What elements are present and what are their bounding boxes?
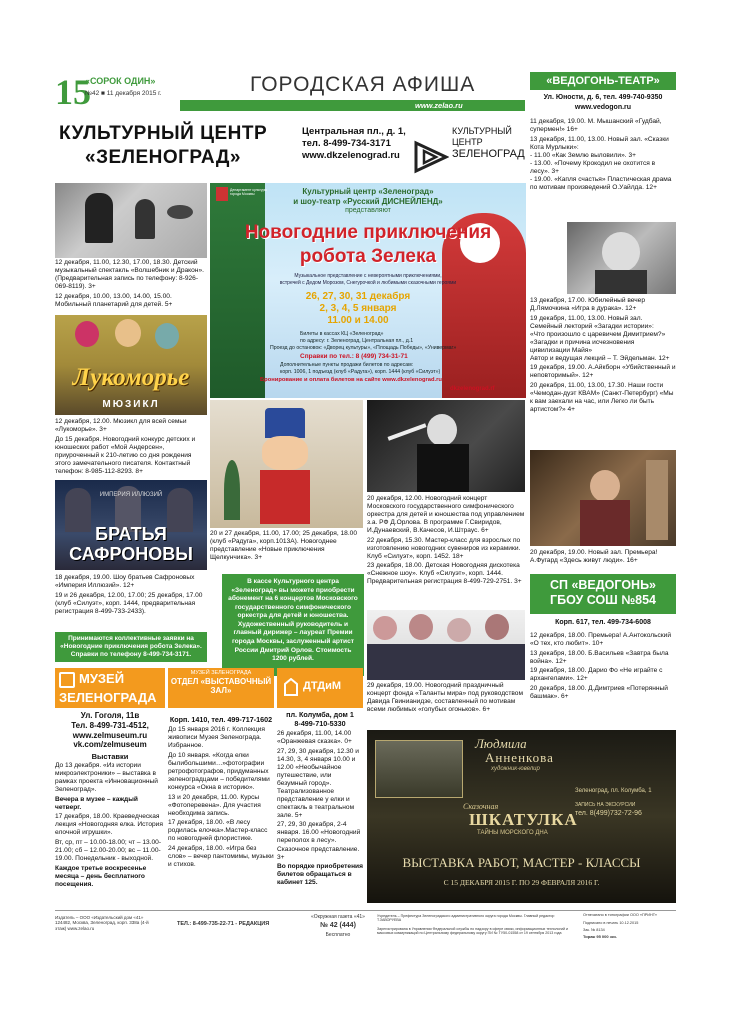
museum-title1: МУЗЕЙ: [79, 671, 125, 686]
banner-addr: по адресу: г. Зеленоград, Центральная пл., д.1: [300, 338, 414, 344]
vz-title-box: [168, 668, 274, 708]
footer-redaction: ТЕЛ.: 8-499-735-22-71 - РЕДАКЦИЯ: [177, 921, 270, 927]
left-text-1: 12 декабря, 11.00, 12.30, 17.00, 18.30. Детский музыкальный спектакль «Волшебник и Дракон». (Предварительная запись по телефону: 8-926-069-8119). 3+ 12 декабря, 10.00, 13.00, 14.00, 15.00. Мобильный планетарий для детей. 5+: [55, 259, 204, 308]
banner-tickets: Билеты в кассах КЦ «Зеленоград»: [300, 331, 384, 337]
banner-desc2: встречей с Дедом Морозом, Снегурочкой и любимыми сказочными героями: [279, 280, 457, 286]
page-header: [55, 72, 525, 118]
footer-founder: Учредитель – Префектура Зеленоградского административного округа города Москвы. Главный редактор Т.ЗАВОРУЕВА: [377, 914, 555, 923]
mid-text-1: 20 и 27 декабря, 11.00, 17.00; 25 декабря, 18.00 (клуб «Радуга», корп.1013А). Новогоднее представление «Новые приключения Щелкунчика». 3+: [210, 530, 357, 562]
vz-text: Корп. 1410, тел. 499-717-1602 До 15 января 2016 г. Коллекция живописи Музея Зеленограда. Избранное. До 10 января. «Когда елки былибольшими…»фотографии ретрофотографов, придуманных зеленоградцами – победителями конкурса «Окна в историю». 13 и 20 декабря, 11.00. Курсы «Фотоперевена». Для участия необходима запись. 17 декабря, 18.00. «В лесу родилась елочка».Мастер-класс по новогодней флористике. 24 декабря, 18.00. «Игра без слов» – вечер пантомимы, музыки и стихов.: [168, 715, 274, 868]
dtdm-text: пл. Колумба, дом 1 8-499-710-5330 26 декабря, 11.00, 14.00 «Оранжевая сказка». 0+ 27, 29, 30 декабря, 12.30 и 14.30, 3, 4 января 10.00 и 12.00 «Необычайное путешествие, или безумный город». Театрализованное представление у елки и спектакль в театральном зале. 5+ 27, 29, 30 декабря, 2-4 января. 16.00 «Новогодний переполох в лесу». Сказочное представление. 3+ Во порядке приобретения билетов обращаться в кабинет 125.: [277, 710, 363, 887]
sp-address: Корп. 617, тел. 499-734-6008: [555, 619, 651, 626]
section-title: ГОРОДСКАЯ АФИША: [250, 73, 476, 96]
kc-logo-text2: ЦЕНТР: [452, 137, 483, 147]
kc-address: Центральная пл., д. 1,: [302, 126, 406, 137]
kc-logo-text1: КУЛЬТУРНЫЙ: [452, 126, 512, 136]
collective-notice: Принимаются коллективные заявки на «Новогодние приключения робота Зелека». Справки по телефону 8-499-734-3171.: [55, 632, 207, 662]
shkatulka-ad: [367, 730, 676, 903]
banner-dept: Департамент культуры города Москвы: [230, 188, 268, 197]
safronovy-poster: [55, 480, 207, 570]
lukomorye-musical: МЮЗИКЛ: [102, 399, 160, 410]
ad-craft: художник-ювелир: [491, 766, 540, 772]
sp-title1: СП «ВЕДОГОНЬ»: [549, 578, 657, 592]
museum-logo-icon: [59, 672, 75, 688]
issue-info: №42 ■ 11 декабря 2015 г.: [85, 90, 162, 97]
vedogon-site[interactable]: www.vedogon.ru: [574, 104, 632, 111]
kc-title-line2: «ЗЕЛЕНОГРАД»: [85, 147, 241, 168]
museum-text: Ул. Гоголя, 11в Тел. 8-499-731-4512, www.zelmuseum.ru vk.com/zelmuseum Выставки До 13 декабря. «Из истории микроэлектроники» – выставка в рамках проекта «Инновационный Зеленоград». Вечера в музее – каждый четверг. 17 декабря, 18.00. Краеведческая лекция «Новогодняя елка. История елочной игрушки». Вт, ср, пт – 10.00-18.00; чт – 13.00-21.00; сб – 12.00-20.00; вс – 11.00-19.00. Понедельник - выходной. Каждое третье воскресенье месяца – день бесплатного посещения.: [55, 711, 163, 888]
banner-title1: Новогодние приключения: [244, 222, 492, 243]
sp-text: 12 декабря, 18.00. Премьера! А.Антокольский «О тех, кто любит». 10+ 13 декабря, 18.00. Б.Васильев «Завтра была война». 12+ 19 декабря, 18.00. Дарио Фо «Не играйте с архангелами». 12+ 20 декабря, 18.00. Д.Димтриев «Потерянный башмак». 6+: [530, 632, 672, 700]
talents-photo: [367, 610, 525, 680]
footer-paper: «Окружная газета «41»: [311, 914, 365, 920]
page-number: 15: [55, 72, 91, 112]
banner-extra2: корп. 1006, 1 подъезд (клуб «Радуга»), корп. 1444 (клуб «Силуэт»): [280, 369, 441, 375]
mid-text-2: 20 декабря, 12.00. Новогодний концерт Московского государственного симфонического оркестра для детей и юношества под управлением з.а. РФ Д.Орлова. В программе Г.Свиридов, И.Дунаевский, В.Качесов, И.Штраус. 6+ 22 декабря, 15.30. Мастер-класс для взрослых по изготовлению новогодних сувениров из керамики. Клуб «Силуэт», корп. 1452. 18+ 23 декабря, 18.00. Детская Новогодняя дискотека «Снежное шоу». Клуб «Силуэт», корп. 1444. Предварительная регистрация 8-499-729-2751. 3+: [367, 495, 525, 586]
dept-logo-icon: [216, 187, 228, 201]
kc-header: [55, 120, 525, 182]
banner-presenter2: и шоу-театр «Русский ДИСНЕЙЛЕНД»: [293, 197, 443, 206]
dtdm-title-box: [277, 668, 363, 708]
banner-dates2: 2, 3, 4, 5 января: [319, 303, 397, 314]
banner-presenter3: представляют: [345, 207, 391, 214]
banner-dates1: 26, 27, 30, 31 декабря: [305, 291, 411, 302]
conductor-photo: [367, 400, 525, 492]
sp-title-box: [530, 574, 676, 614]
banner-times: 11.00 и 14.00: [327, 315, 389, 326]
footer-print: Отпечатано в типографии ООО «ПРИНТ»: [583, 913, 657, 917]
footer-license: Зарегистрирована в Управлении Федеральной службы по надзору в сфере связи, информационных технологий и массовых коммуникаций по Центральному федеральному округу ПИ № ТУ50-01558 от 19 сентября 2013 года: [377, 927, 569, 936]
footer-order: Зак. № 8134: [583, 928, 605, 932]
dragon-show-photo: [55, 183, 207, 258]
kc-logo-icon: [413, 140, 449, 174]
footer-num: № 42 (444): [320, 922, 356, 929]
kc-site[interactable]: www.dkzelenograd.ru: [302, 150, 400, 161]
banner-phone: Справки по тел.: 8 (499) 734-31-71: [300, 353, 408, 360]
vedogon-text-2: 13 декабря, 17.00. Юбилейный вечер Д.Лямочкина «Игра в дурака». 12+ 19 декабря, 11.00, 13.00. Новый зал. Семейный лекторий «Загадки истории»: «Что произошло с царевичем Димитрием?» «Загадки и причина исчезновения цивилизации Майя» Автор и ведущая лекций – Т. Эйдельман. 12+ 19 декабря, 19.00. А.Айкборн «Убийственный и неповторимый». 12+ 20 декабря, 11.00, 13.00, 17.30. Наши гости «Чемодан-дуэт КВАМ» (Санкт-Петербург) «Мы к вам заехали на час, или Легко ли быть артистом?» 4+: [530, 297, 676, 413]
banner-online[interactable]: Бронирование и оплата билетов на сайте www.dkzelenograd.ru: [260, 377, 442, 383]
vz-title1: ОТДЕЛ «ВЫСТАВОЧНЫЙ: [170, 676, 272, 686]
footer: [55, 910, 676, 944]
ad-shk-pre: Сказочная: [463, 802, 499, 811]
footer-free: Бесплатно: [325, 932, 351, 938]
banner-title2: робота Зелека: [299, 246, 437, 267]
ad-name2: Анненкова: [485, 750, 554, 765]
paper-name: «СОРОК ОДИН»: [85, 76, 156, 86]
website-link[interactable]: www.zelao.ru: [415, 101, 463, 110]
header-bar: [180, 100, 525, 111]
banner-presenter1: Культурный центр «Зеленоград»: [302, 187, 434, 196]
banner-site2[interactable]: dkzelenograd.rf: [450, 386, 495, 392]
safronovy-title1: БРАТЬЯ: [95, 524, 167, 544]
kc-phone: тел. 8-499-734-3171: [302, 138, 391, 149]
footer-sign: Подписано в печать 10.12.2015: [583, 921, 639, 925]
nutcracker-photo: [210, 400, 363, 528]
banner-extra1: Дополнительные пункты продажи билетов по адресам:: [280, 362, 414, 368]
dtdm-logo: ДТДиМ: [303, 680, 342, 692]
vedogon-title: «ВЕДОГОНЬ-ТЕАТР»: [530, 72, 676, 90]
ad-shk-sub: ТАЙНЫ МОРСКОГО ДНА: [477, 830, 548, 836]
vz-top: МУЗЕЙ ЗЕЛЕНОГРАДА: [190, 670, 252, 676]
sp-title2: ГБОУ СОШ №854: [550, 593, 656, 608]
ad-phone: тел. 8(499)732-72-96: [575, 810, 642, 817]
museum-title-box: [55, 668, 165, 708]
vedogon-address: Ул. Юности, д. 6, тел. 499-740-9350: [543, 94, 663, 101]
ad-addr2: ЗАПИСЬ НА ЭКСКУРСИИ: [575, 802, 636, 808]
abonement-box: В кассе Культурного центра «Зеленоград» вы можете приобрести абонемент на 6 концертов Московского государственного симфонического оркестра для детей и юношества. Художественный руководитель и главный дирижер – лауреат Премии города Москвы, заслуженный артист России Дмитрий Орлов. Стоимость 1200 рублей.: [222, 574, 364, 676]
museum-title2: ЗЕЛЕНОГРАДА: [59, 690, 157, 705]
left-text-3: 18 декабря, 19.00. Шоу братьев Сафроновых «Империя Иллюзий». 12+ 19 и 26 декабря, 12.00, 17.00; 25 декабря, 17.00 (клуб «Силуэт», корп. 1444, предварительная регистрация 8-499-733-2433).: [55, 574, 203, 615]
zelek-banner: [210, 183, 526, 398]
vz-title2: ЗАЛ»: [210, 686, 232, 696]
premiere-photo: [530, 450, 676, 546]
vedogon-text-1: 11 декабря, 19.00. М. Мышанский «Гудбай, супермен!» 16+ 13 декабря, 11.00, 13.00. Новый зал. «Сказки Кота Мурлыки»: - 11.00 «Как Землю выловили». 3+ - 13.00. «Почему Крокодил не охотится в лесу». 3+ - 19.00. «Капля счастья» Пластическая драма по мотивам произведений О.Уайлда. 12+: [530, 118, 672, 191]
lyamochkin-photo: [567, 222, 676, 294]
safronovy-small: ИМПЕРИЯ ИЛЛЮЗИЙ: [99, 492, 163, 498]
ad-shkatulka: ШКАТУЛКА: [469, 810, 578, 829]
dtdm-logo-icon: [283, 678, 299, 696]
footer-publisher: Издатель – ООО «Издательский дом «41» 124482, Москва, Зеленоград, корп. 338а (4-й этаж) www.zelao.ru: [55, 915, 149, 931]
kc-title-line1: КУЛЬТУРНЫЙ ЦЕНТР: [59, 123, 268, 144]
ad-name1: Людмила: [475, 736, 527, 751]
lukomorye-title: Лукоморье: [72, 364, 190, 391]
ad-dates: С 15 ДЕКАБРЯ 2015 Г. ПО 29 ФЕВРАЛЯ 2016 Г.: [443, 878, 600, 887]
ad-headline: ВЫСТАВКА РАБОТ, МАСТЕР - КЛАССЫ: [402, 855, 641, 870]
left-text-2: 12 декабря, 12.00. Мюзикл для всей семьи «Лукоморье». 3+ До 15 декабря. Новогодний конкурс детских и юношеских работ «Мой Андерсен», приуроченный к 210-летию со дня рождения этого замечательного писателя. Контактный телефон: 8-985-112-8293. 8+: [55, 418, 196, 475]
safronovy-title2: САФРОНОВЫ: [69, 544, 193, 564]
footer-tirazh: Тираж 95 000 экз.: [583, 934, 618, 939]
ad-address: Зеленоград, пл. Колумба, 1: [575, 788, 652, 794]
kc-logo-text3: ЗЕЛЕНОГРАД: [452, 148, 525, 160]
lukomorye-poster: [55, 315, 207, 415]
vedogon-text-3: 20 декабря, 19.00. Новый зал. Премьера! А.Фугард «Здесь живут люди». 16+: [530, 549, 658, 565]
mid-text-3: 29 декабря, 19.00. Новогодний праздничный концерт фонда «Таланты мира» под руководством Давида Гвинианидзе, составленный по мотивам всеми любимых «голубых огоньков». 6+: [367, 682, 523, 714]
banner-stops: Проезд до остановок: «Дворец культуры», «Площадь Победы», «Универмаг»: [270, 345, 457, 351]
banner-desc1: Музыкальное представление с невероятными приключениями,: [294, 273, 442, 279]
